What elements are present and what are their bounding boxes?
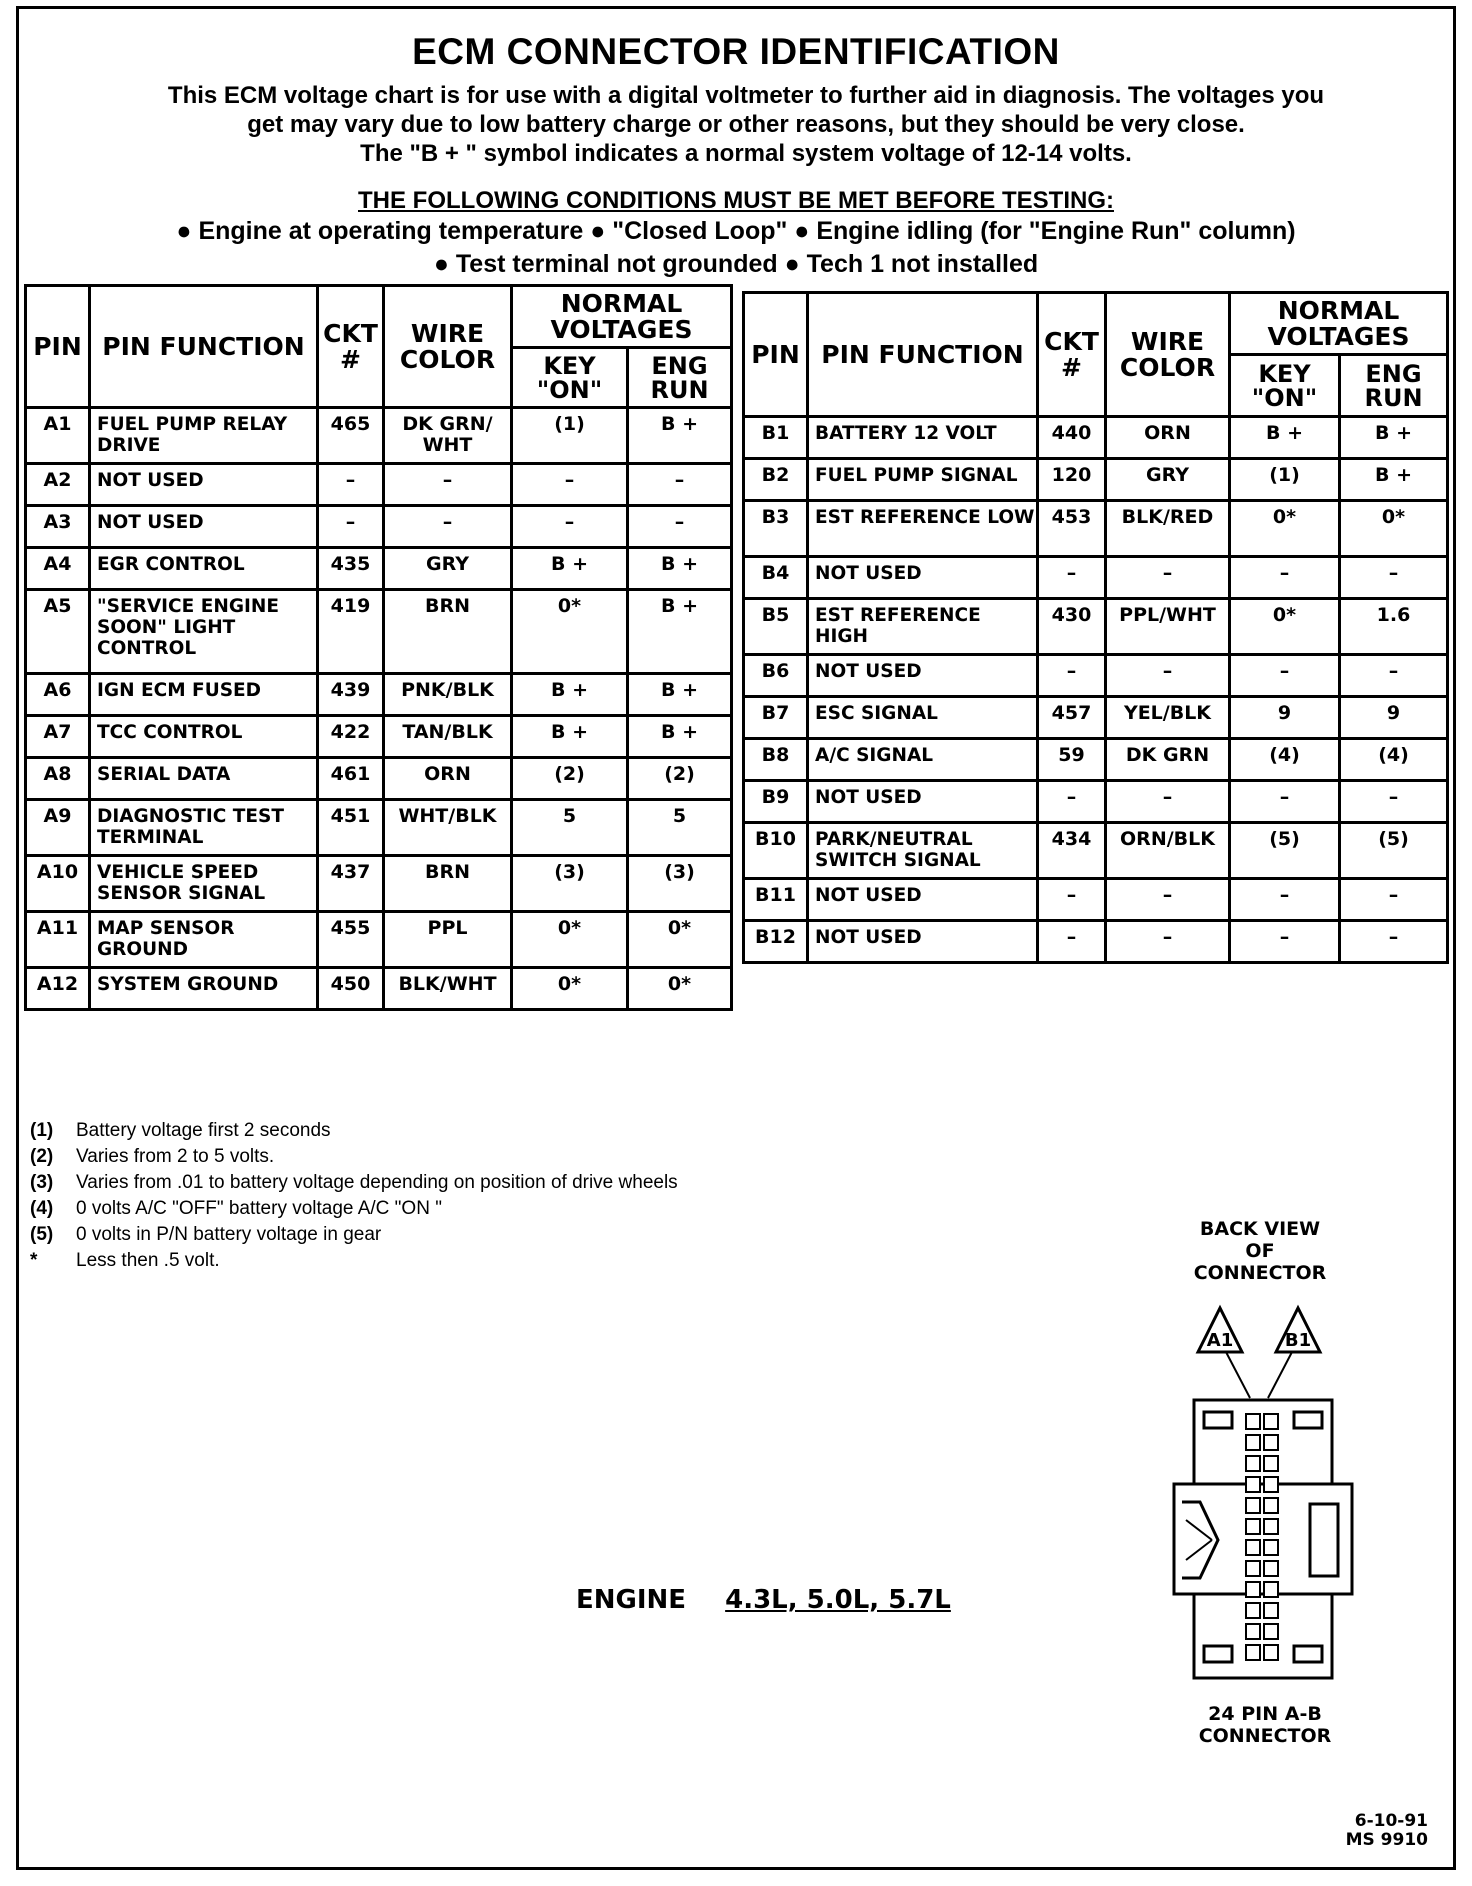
footnote bbox=[30, 1248, 678, 1274]
table-cell-wire: TAN/BLK bbox=[384, 716, 512, 758]
footnote-text: Varies from 2 to 5 volts. bbox=[76, 1146, 275, 1167]
table-cell-ckt: 439 bbox=[318, 674, 384, 716]
pin-cavity bbox=[1264, 1519, 1278, 1534]
table-cell-ckt: 434 bbox=[1038, 823, 1106, 879]
table-cell-function: NOT USED bbox=[808, 557, 1038, 599]
table-cell-ckt: – bbox=[1038, 879, 1106, 921]
footnote-number: (1) bbox=[30, 1120, 54, 1141]
pin-cavity bbox=[1246, 1561, 1260, 1576]
table-cell-eng-run: – bbox=[1340, 655, 1448, 697]
table-cell-function: "SERVICE ENGINE SOON" LIGHT CONTROL bbox=[90, 590, 318, 674]
table-cell-eng-run: – bbox=[1340, 921, 1448, 963]
pin-cavity bbox=[1246, 1624, 1260, 1639]
table-cell-pin: A11 bbox=[26, 912, 90, 968]
table-row bbox=[26, 464, 732, 506]
pin-cavity bbox=[1246, 1519, 1260, 1534]
pin-cavity bbox=[1246, 1645, 1260, 1660]
table-cell-ckt: 451 bbox=[318, 800, 384, 856]
table-cell-wire: BLK/WHT bbox=[384, 968, 512, 1010]
pin-cavity bbox=[1246, 1582, 1260, 1597]
table-cell-key-on: 0* bbox=[512, 590, 628, 674]
engine-line bbox=[576, 1585, 951, 1615]
table-row bbox=[26, 800, 732, 856]
footnote-number: (3) bbox=[30, 1172, 54, 1193]
table-cell-wire: PPL bbox=[384, 912, 512, 968]
table-cell-ckt: 120 bbox=[1038, 459, 1106, 501]
table-cell-key-on: B + bbox=[1230, 417, 1340, 459]
table-cell-pin: B11 bbox=[744, 879, 808, 921]
table-row bbox=[26, 674, 732, 716]
connector-diagram bbox=[1160, 1290, 1360, 1702]
table-cell-key-on: B + bbox=[512, 674, 628, 716]
table-cell-eng-run: (5) bbox=[1340, 823, 1448, 879]
table-cell-wire: – bbox=[384, 506, 512, 548]
table-cell-ckt: 422 bbox=[318, 716, 384, 758]
table-cell-key-on: 0* bbox=[1230, 599, 1340, 655]
latch-icon bbox=[1294, 1646, 1322, 1662]
table-cell-function: EST REFERENCE HIGH bbox=[808, 599, 1038, 655]
table-cell-ckt: 465 bbox=[318, 408, 384, 464]
header-ckt: CKT # bbox=[318, 286, 384, 408]
pin-cavity bbox=[1246, 1435, 1260, 1450]
connector-caption bbox=[1170, 1703, 1360, 1747]
table-cell-key-on: 0* bbox=[512, 912, 628, 968]
table-cell-pin: B9 bbox=[744, 781, 808, 823]
table-cell-function: A/C SIGNAL bbox=[808, 739, 1038, 781]
table-cell-wire: – bbox=[1106, 921, 1230, 963]
table-cell-wire: DK GRN/ WHT bbox=[384, 408, 512, 464]
table-cell-wire: DK GRN bbox=[1106, 739, 1230, 781]
page-title: ECM CONNECTOR IDENTIFICATION bbox=[412, 31, 1060, 72]
table-cell-ckt: – bbox=[1038, 921, 1106, 963]
conditions-line-2: ● Test terminal not grounded ● Tech 1 not installed bbox=[433, 250, 1039, 278]
table-cell-ckt: – bbox=[318, 506, 384, 548]
connector-b-rows bbox=[744, 417, 1448, 963]
table-cell-key-on: – bbox=[1230, 557, 1340, 599]
table-cell-key-on: B + bbox=[512, 548, 628, 590]
table-cell-pin: B5 bbox=[744, 599, 808, 655]
leader-line bbox=[1226, 1352, 1250, 1398]
table-cell-ckt: – bbox=[1038, 781, 1106, 823]
header-ckt: CKT # bbox=[1038, 293, 1106, 417]
header-pin: PIN bbox=[26, 286, 90, 408]
table-cell-ckt: 437 bbox=[318, 856, 384, 912]
document-code bbox=[1346, 1812, 1428, 1850]
footnote-number: (5) bbox=[30, 1224, 54, 1245]
table-cell-wire: BRN bbox=[384, 590, 512, 674]
table-cell-pin: B2 bbox=[744, 459, 808, 501]
table-cell-wire: BRN bbox=[384, 856, 512, 912]
table-cell-function: NOT USED bbox=[808, 781, 1038, 823]
table-cell-wire: – bbox=[1106, 781, 1230, 823]
header-pin-function: PIN FUNCTION bbox=[808, 293, 1038, 417]
header-key-on: KEY "ON" bbox=[512, 348, 628, 408]
engine-values: 4.3L, 5.0L, 5.7L bbox=[725, 1585, 951, 1615]
table-cell-pin: A8 bbox=[26, 758, 90, 800]
table-row bbox=[744, 739, 1448, 781]
table-cell-key-on: – bbox=[512, 464, 628, 506]
pin-a1-label: A1 bbox=[1206, 1330, 1234, 1351]
intro-line: This ECM voltage chart is for use with a digital voltmeter to further aid in diagnosis. The voltages you bbox=[167, 82, 1325, 109]
pin-cavity bbox=[1246, 1603, 1260, 1618]
header-pin-function: PIN FUNCTION bbox=[90, 286, 318, 408]
table-cell-function: VEHICLE SPEED SENSOR SIGNAL bbox=[90, 856, 318, 912]
table-row bbox=[744, 501, 1448, 557]
table-cell-key-on: – bbox=[1230, 879, 1340, 921]
table-cell-pin: A6 bbox=[26, 674, 90, 716]
table-cell-key-on: 9 bbox=[1230, 697, 1340, 739]
header-key-on: KEY "ON" bbox=[1230, 355, 1340, 417]
table-row bbox=[744, 921, 1448, 963]
table-cell-pin: A9 bbox=[26, 800, 90, 856]
table-cell-eng-run: B + bbox=[628, 548, 732, 590]
footnote-number: (2) bbox=[30, 1146, 54, 1167]
document-number: MS 9910 bbox=[1345, 1830, 1428, 1850]
table-cell-ckt: 430 bbox=[1038, 599, 1106, 655]
table-cell-ckt: 453 bbox=[1038, 501, 1106, 557]
table-cell-eng-run: (3) bbox=[628, 856, 732, 912]
table-cell-key-on: (1) bbox=[1230, 459, 1340, 501]
table-cell-wire: ORN bbox=[1106, 417, 1230, 459]
table-cell-eng-run: 0* bbox=[628, 968, 732, 1010]
pin-cavity bbox=[1264, 1456, 1278, 1471]
table-cell-ckt: – bbox=[1038, 557, 1106, 599]
table-cell-function: NOT USED bbox=[808, 655, 1038, 697]
intro-line: get may vary due to low battery charge or other reasons, but they should be very close. bbox=[247, 111, 1245, 138]
back-view-line: CONNECTOR bbox=[1193, 1262, 1327, 1284]
table-cell-key-on: (1) bbox=[512, 408, 628, 464]
table-cell-eng-run: B + bbox=[628, 408, 732, 464]
pin-cavity bbox=[1264, 1561, 1278, 1576]
table-cell-eng-run: – bbox=[1340, 781, 1448, 823]
table-cell-pin: A5 bbox=[26, 590, 90, 674]
pin-cavity bbox=[1246, 1456, 1260, 1471]
table-cell-eng-run: – bbox=[1340, 879, 1448, 921]
table-cell-function: SERIAL DATA bbox=[90, 758, 318, 800]
document-date: 6-10-91 bbox=[1354, 1811, 1428, 1831]
table-row bbox=[744, 599, 1448, 655]
footnote-text: Less then .5 volt. bbox=[76, 1250, 220, 1271]
table-cell-function: MAP SENSOR GROUND bbox=[90, 912, 318, 968]
table-cell-ckt: 419 bbox=[318, 590, 384, 674]
table-row bbox=[26, 506, 732, 548]
table-cell-pin: B7 bbox=[744, 697, 808, 739]
table-cell-function: FUEL PUMP SIGNAL bbox=[808, 459, 1038, 501]
footnote bbox=[30, 1222, 678, 1248]
table-cell-pin: A2 bbox=[26, 464, 90, 506]
table-cell-wire: – bbox=[1106, 655, 1230, 697]
table-cell-pin: A1 bbox=[26, 408, 90, 464]
table-cell-wire: – bbox=[384, 464, 512, 506]
table-cell-key-on: – bbox=[1230, 655, 1340, 697]
table-cell-function: BATTERY 12 VOLT bbox=[808, 417, 1038, 459]
header-wire-color: WIRE COLOR bbox=[1106, 293, 1230, 417]
footnote-text: Battery voltage first 2 seconds bbox=[76, 1120, 331, 1141]
conditions-line-1: ● Engine at operating temperature ● "Closed Loop" ● Engine idling (for "Engine Run" column) bbox=[176, 217, 1296, 245]
pin-cavity bbox=[1246, 1414, 1260, 1429]
table-row bbox=[26, 968, 732, 1010]
pin-cavity bbox=[1264, 1624, 1278, 1639]
table-cell-key-on: 0* bbox=[512, 968, 628, 1010]
table-cell-pin: A7 bbox=[26, 716, 90, 758]
table-row bbox=[744, 697, 1448, 739]
table-cell-pin: B3 bbox=[744, 501, 808, 557]
pin-cavity bbox=[1264, 1582, 1278, 1597]
pin-cavity bbox=[1264, 1477, 1278, 1492]
table-cell-pin: B12 bbox=[744, 921, 808, 963]
table-row bbox=[744, 781, 1448, 823]
table-row bbox=[744, 459, 1448, 501]
back-view-line: BACK VIEW bbox=[1199, 1218, 1321, 1240]
table-cell-wire: – bbox=[1106, 557, 1230, 599]
footnote-number: * bbox=[30, 1250, 38, 1271]
footnote-number: (4) bbox=[30, 1198, 54, 1219]
pin-b1-label: B1 bbox=[1284, 1330, 1312, 1351]
table-cell-function: ESC SIGNAL bbox=[808, 697, 1038, 739]
table-cell-function: EGR CONTROL bbox=[90, 548, 318, 590]
engine-label: ENGINE bbox=[576, 1585, 687, 1615]
table-cell-key-on: (2) bbox=[512, 758, 628, 800]
table-cell-wire: BLK/RED bbox=[1106, 501, 1230, 557]
connector-b-table bbox=[742, 291, 1449, 964]
table-cell-wire: YEL/BLK bbox=[1106, 697, 1230, 739]
table-row bbox=[744, 823, 1448, 879]
table-row bbox=[26, 716, 732, 758]
pin-cavity bbox=[1264, 1540, 1278, 1555]
table-cell-eng-run: – bbox=[628, 464, 732, 506]
table-cell-key-on: (3) bbox=[512, 856, 628, 912]
table-row bbox=[26, 912, 732, 968]
table-cell-function: NOT USED bbox=[90, 506, 318, 548]
table-cell-wire: PNK/BLK bbox=[384, 674, 512, 716]
table-cell-key-on: B + bbox=[512, 716, 628, 758]
table-row bbox=[26, 856, 732, 912]
table-cell-eng-run: – bbox=[1340, 557, 1448, 599]
table-cell-key-on: – bbox=[1230, 781, 1340, 823]
table-cell-ckt: 450 bbox=[318, 968, 384, 1010]
table-cell-pin: B1 bbox=[744, 417, 808, 459]
table-cell-key-on: 5 bbox=[512, 800, 628, 856]
table-cell-pin: A3 bbox=[26, 506, 90, 548]
footnote bbox=[30, 1118, 678, 1144]
table-cell-pin: A12 bbox=[26, 968, 90, 1010]
header-eng-run: ENG RUN bbox=[1340, 355, 1448, 417]
table-cell-wire: ORN/BLK bbox=[1106, 823, 1230, 879]
footnote-text: 0 volts in P/N battery voltage in gear bbox=[76, 1224, 382, 1245]
table-cell-function: TCC CONTROL bbox=[90, 716, 318, 758]
table-cell-key-on: – bbox=[512, 506, 628, 548]
table-row bbox=[26, 758, 732, 800]
table-cell-function: EST REFERENCE LOW bbox=[808, 501, 1038, 557]
footnote bbox=[30, 1196, 678, 1222]
table-cell-key-on: (5) bbox=[1230, 823, 1340, 879]
pin-cavity bbox=[1264, 1414, 1278, 1429]
table-cell-eng-run: (2) bbox=[628, 758, 732, 800]
header-normal-voltages: NORMAL VOLTAGES bbox=[1230, 293, 1448, 355]
table-cell-ckt: 461 bbox=[318, 758, 384, 800]
table-cell-ckt: 435 bbox=[318, 548, 384, 590]
table-cell-wire: ORN bbox=[384, 758, 512, 800]
table-cell-eng-run: 0* bbox=[1340, 501, 1448, 557]
table-row bbox=[744, 557, 1448, 599]
table-cell-eng-run: 5 bbox=[628, 800, 732, 856]
table-cell-pin: B4 bbox=[744, 557, 808, 599]
table-cell-pin: A10 bbox=[26, 856, 90, 912]
footnote-text: 0 volts A/C "OFF" battery voltage A/C "ON " bbox=[76, 1198, 442, 1219]
intro-text bbox=[79, 81, 1413, 168]
table-cell-ckt: 59 bbox=[1038, 739, 1106, 781]
table-cell-eng-run: B + bbox=[628, 590, 732, 674]
table-cell-eng-run: 0* bbox=[628, 912, 732, 968]
table-cell-function: DIAGNOSTIC TEST TERMINAL bbox=[90, 800, 318, 856]
table-cell-wire: GRY bbox=[1106, 459, 1230, 501]
table-cell-eng-run: (4) bbox=[1340, 739, 1448, 781]
connector-caption-line: 24 PIN A-B bbox=[1208, 1703, 1322, 1725]
table-cell-pin: B8 bbox=[744, 739, 808, 781]
table-cell-function: NOT USED bbox=[808, 879, 1038, 921]
pin-cavity bbox=[1264, 1435, 1278, 1450]
pin-cavity bbox=[1264, 1645, 1278, 1660]
table-cell-eng-run: B + bbox=[628, 716, 732, 758]
table-row bbox=[26, 548, 732, 590]
table-cell-eng-run: – bbox=[628, 506, 732, 548]
table-cell-function: NOT USED bbox=[90, 464, 318, 506]
header-wire-color: WIRE COLOR bbox=[384, 286, 512, 408]
table-cell-wire: WHT/BLK bbox=[384, 800, 512, 856]
table-cell-pin: A4 bbox=[26, 548, 90, 590]
table-cell-ckt: 440 bbox=[1038, 417, 1106, 459]
table-cell-pin: B6 bbox=[744, 655, 808, 697]
table-cell-ckt: 455 bbox=[318, 912, 384, 968]
intro-line: The "B + " symbol indicates a normal system voltage of 12-14 volts. bbox=[360, 140, 1132, 167]
footnote bbox=[30, 1144, 678, 1170]
table-cell-key-on: (4) bbox=[1230, 739, 1340, 781]
table-cell-key-on: – bbox=[1230, 921, 1340, 963]
table-cell-function: FUEL PUMP RELAY DRIVE bbox=[90, 408, 318, 464]
leader-line bbox=[1268, 1352, 1292, 1398]
connector-caption-line: CONNECTOR bbox=[1198, 1725, 1332, 1747]
table-row bbox=[744, 655, 1448, 697]
pin-cavity bbox=[1246, 1540, 1260, 1555]
header-normal-voltages: NORMAL VOLTAGES bbox=[512, 286, 732, 348]
table-cell-eng-run: 1.6 bbox=[1340, 599, 1448, 655]
footnotes bbox=[30, 1118, 678, 1274]
conditions-heading: THE FOLLOWING CONDITIONS MUST BE MET BEFORE TESTING: bbox=[358, 187, 1114, 214]
header-pin: PIN bbox=[744, 293, 808, 417]
table-cell-eng-run: B + bbox=[1340, 417, 1448, 459]
table-cell-wire: PPL/WHT bbox=[1106, 599, 1230, 655]
connector-a-rows bbox=[26, 408, 732, 1010]
pin-cavity bbox=[1264, 1603, 1278, 1618]
back-view-line: OF bbox=[1245, 1240, 1275, 1262]
connector-a-table bbox=[24, 284, 733, 1011]
rail-icon bbox=[1310, 1504, 1338, 1576]
table-cell-ckt: – bbox=[1038, 655, 1106, 697]
table-cell-eng-run: B + bbox=[628, 674, 732, 716]
header-eng-run: ENG RUN bbox=[628, 348, 732, 408]
latch-icon bbox=[1204, 1412, 1232, 1428]
pin-cavity bbox=[1246, 1498, 1260, 1513]
table-cell-key-on: 0* bbox=[1230, 501, 1340, 557]
table-cell-ckt: 457 bbox=[1038, 697, 1106, 739]
table-cell-function: SYSTEM GROUND bbox=[90, 968, 318, 1010]
table-cell-wire: – bbox=[1106, 879, 1230, 921]
footnote bbox=[30, 1170, 678, 1196]
table-cell-eng-run: 9 bbox=[1340, 697, 1448, 739]
table-row bbox=[744, 417, 1448, 459]
latch-icon bbox=[1294, 1412, 1322, 1428]
table-cell-pin: B10 bbox=[744, 823, 808, 879]
table-row bbox=[26, 590, 732, 674]
pin-cavity bbox=[1264, 1498, 1278, 1513]
table-cell-eng-run: B + bbox=[1340, 459, 1448, 501]
latch-icon bbox=[1204, 1646, 1232, 1662]
back-view-caption bbox=[1170, 1218, 1350, 1284]
table-cell-wire: GRY bbox=[384, 548, 512, 590]
table-row bbox=[744, 879, 1448, 921]
pin-cavity bbox=[1246, 1477, 1260, 1492]
table-cell-ckt: – bbox=[318, 464, 384, 506]
table-row bbox=[26, 408, 732, 464]
footnote-text: Varies from .01 to battery voltage depending on position of drive wheels bbox=[76, 1172, 678, 1193]
table-cell-function: IGN ECM FUSED bbox=[90, 674, 318, 716]
table-cell-function: NOT USED bbox=[808, 921, 1038, 963]
table-cell-function: PARK/NEUTRAL SWITCH SIGNAL bbox=[808, 823, 1038, 879]
